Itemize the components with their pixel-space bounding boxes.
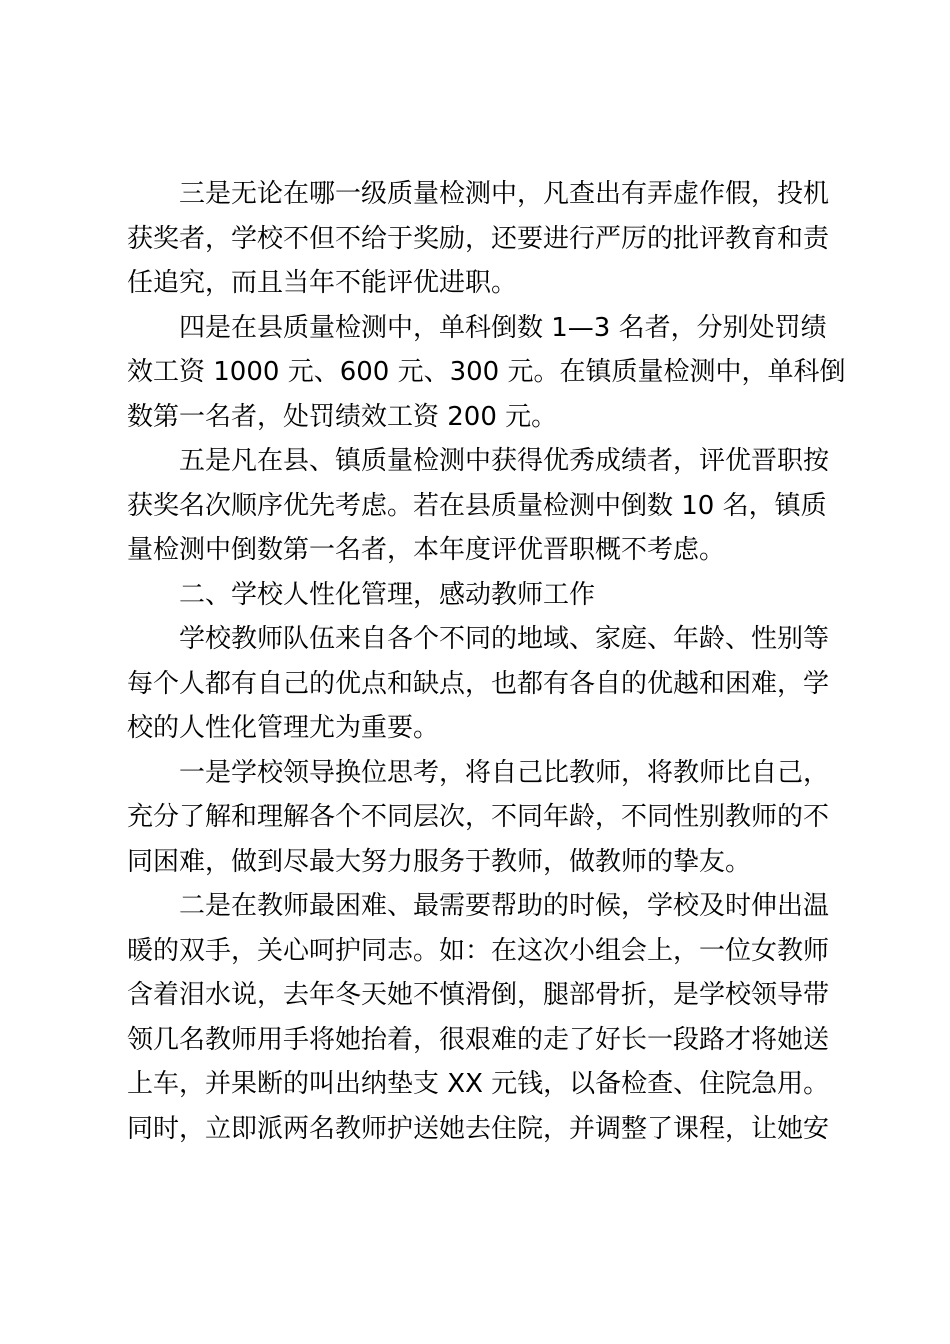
text-line: 量检测中倒数第一名者，本年度评优晋职概不考虑。 [127,535,726,565]
section-heading: 二、学校人性化管理，感动教师工作 [179,579,596,610]
text-line: 三是无论在哪一级质量检测中，凡查出有弄虚作假，投机 [179,179,830,209]
text-line: 获奖名次顺序优先考虑。若在县质量检测中倒数 10 名，镇质 [127,490,827,521]
paragraph-teacher-diversity [127,617,833,751]
paragraph-county-penalty [127,306,846,440]
paragraph-leadership-empathy [127,751,833,885]
text-line: 获奖者，学校不但不给于奖励，还要进行严厉的批评教育和责 [127,223,830,254]
text-line: 数第一名者，处罚绩效工资 200 元。 [127,401,558,432]
text-line: 充分了解和理解各个不同层次，不同年龄，不同性别教师的不 [127,802,830,832]
text-line: 任追究，而且当年不能评优进职。 [127,268,518,298]
text-line: 同困难，做到尽最大努力服务于教师，做教师的挚友。 [127,846,752,877]
text-line: 学校教师队伍来自各个不同的地域、家庭、年龄、性别等 [179,624,830,654]
text-line: 每个人都有自己的优点和缺点，也都有各自的优越和困难，学 [127,668,830,699]
document-body [127,172,846,1151]
text-line: 含着泪水说，去年冬天她不慎滑倒，腿部骨折，是学校领导带 [127,980,830,1010]
text-line: 一是学校领导换位思考，将自己比教师，将教师比自己， [179,757,830,788]
text-line: 二是在教师最困难、最需要帮助的时候，学校及时伸出温 [179,891,830,921]
text-line: 领几名教师用手将她抬着，很艰难的走了好长一段路才将她送 [127,1024,830,1055]
text-line: 上车，并果断的叫出纳垫支 XX 元钱，以备检查、住院急用。 [127,1069,830,1099]
text-line: 五是凡在县、镇质量检测中获得优秀成绩者，评优晋职按 [179,446,830,476]
text-line: 暖的双手，关心呵护同志。如：在这次小组会上，一位女教师 [127,935,830,966]
paragraph-excellence-priority [127,439,833,573]
text-line: 校的人性化管理尤为重要。 [127,713,440,743]
text-line: 同时，立即派两名教师护送她去住院，并调整了课程，让她安 [127,1113,830,1144]
text-line: 效工资 1000 元、600 元、300 元。在镇质量检测中，单科倒 [127,357,846,387]
paragraph-helping-hands [127,884,833,1151]
paragraph-quality-fraud [127,172,833,306]
text-line: 四是在县质量检测中，单科倒数 1—3 名者，分别处罚绩 [179,312,827,343]
